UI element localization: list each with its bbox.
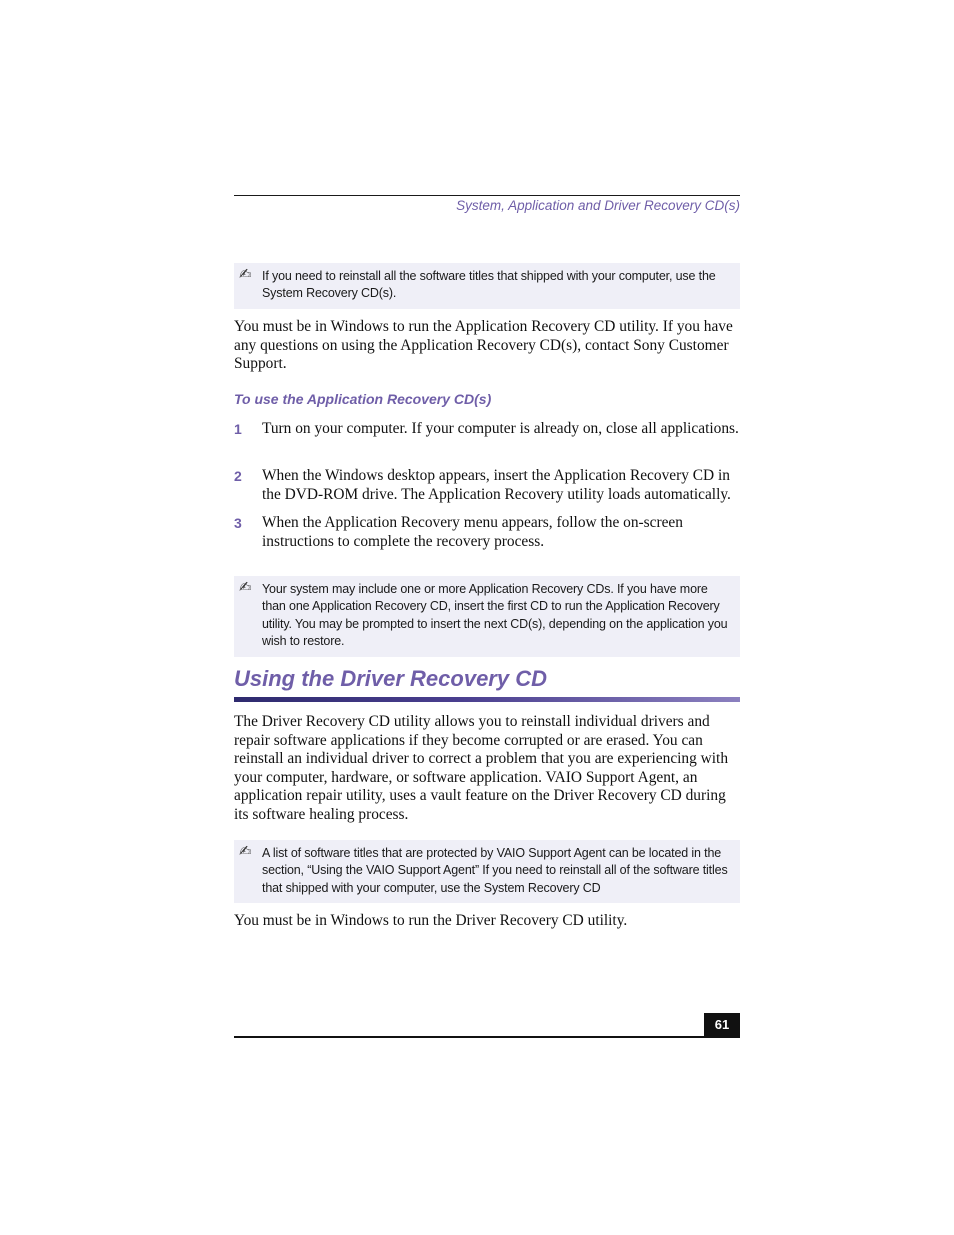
pencil-note-icon: ✍ — [239, 578, 252, 596]
pencil-note-icon: ✍ — [239, 265, 252, 283]
running-header: System, Application and Driver Recovery CD(s) — [456, 198, 740, 213]
procedure-heading: To use the Application Recovery CD(s) — [234, 391, 492, 407]
step-text: Turn on your computer. If your computer is already on, close all applications. — [262, 420, 739, 437]
step-number: 1 — [234, 421, 242, 437]
note-text: If you need to reinstall all the software titles that shipped with your computer, use the System Recovery CD(s). — [262, 269, 716, 301]
body-paragraph-driver-recovery: The Driver Recovery CD utility allows you to reinstall individual drivers and repair software applications if they become corrupted or are erased. You can reinstall an individual driver to correct a problem that you are experiencing with your computer, hardware, or software application. VAIO Support Agent, an application repair utility, uses a vault feature on the Driver Recovery CD during its software healing process. — [234, 713, 729, 823]
pencil-note-icon: ✍ — [239, 842, 252, 860]
body-paragraph-driver-utility: You must be in Windows to run the Driver Recovery CD utility. — [234, 912, 628, 929]
note-box-multiple-cds — [234, 576, 740, 657]
step-text: When the Windows desktop appears, insert the Application Recovery CD in the DVD-ROM drive. The Application Recovery utility loads automatically. — [262, 467, 731, 503]
note-box-system-recovery — [234, 263, 740, 309]
note-text: A list of software titles that are protected by VAIO Support Agent can be located in the section, “Using the VAIO Support Agent” If you need to reinstall all of the software titles that shipped with your computer, use the System Recovery CD — [262, 846, 728, 895]
note-box-vaio-support-agent — [234, 840, 740, 903]
section-rule — [234, 697, 740, 702]
note-text: Your system may include one or more Application Recovery CDs. If you have more than one Application Recovery CD, insert the first CD to run the Application Recovery utility. You may be prompted to insert the next CD(s), depending on the application you wish to restore. — [262, 582, 728, 649]
procedure-step-1 — [234, 420, 740, 439]
header-rule — [234, 195, 740, 196]
section-title: Using the Driver Recovery CD — [234, 666, 547, 691]
step-text: When the Application Recovery menu appears, follow the on-screen instructions to complete the recovery process. — [262, 514, 683, 550]
step-number: 3 — [234, 515, 242, 531]
step-number: 2 — [234, 468, 242, 484]
footer-rule — [234, 1036, 740, 1038]
body-paragraph-windows-requirement: You must be in Windows to run the Application Recovery CD utility. If you have any questions on using the Application Recovery CD(s), contact Sony Customer Support. — [234, 318, 733, 373]
page-number: 61 — [704, 1013, 740, 1037]
procedure-step-3 — [234, 514, 740, 551]
procedure-step-2 — [234, 467, 740, 504]
